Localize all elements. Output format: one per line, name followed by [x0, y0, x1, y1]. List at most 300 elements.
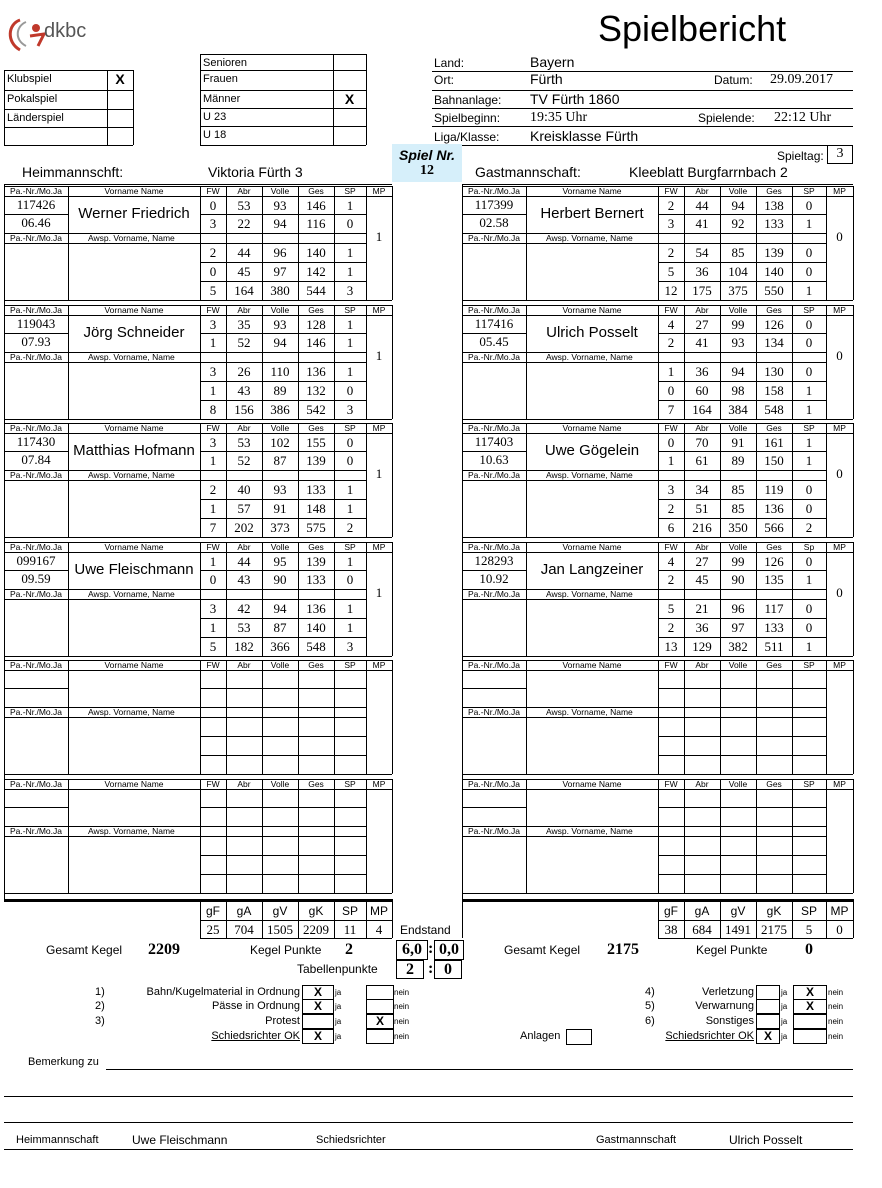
- score-cell: 0: [805, 554, 813, 569]
- ja-label: ja: [781, 1032, 788, 1041]
- score-cell: 1: [346, 554, 354, 569]
- score-cell: 43: [237, 383, 251, 398]
- header-name: Vorname Name: [562, 423, 622, 433]
- home-gesamt-value: 2209: [148, 941, 180, 958]
- header-volle: Volle: [728, 779, 748, 789]
- anlagen-box[interactable]: [566, 1029, 592, 1045]
- check-ja-box[interactable]: [756, 1014, 780, 1029]
- score-cell: 57: [237, 501, 251, 516]
- home-gesamt-label: Gesamt Kegel: [46, 943, 123, 957]
- score-cell: 53: [237, 435, 251, 450]
- header-fw: FW: [664, 305, 678, 315]
- score-cell: 366: [270, 639, 290, 654]
- header-ges: Ges: [308, 660, 324, 670]
- header-fw: FW: [206, 779, 220, 789]
- player-pass-number: 117416: [474, 316, 514, 331]
- header-sp: SP: [344, 542, 356, 552]
- match-type-label: Länderspiel: [7, 112, 64, 124]
- header-pnr: Pa.-Nr./Mo.Ja: [10, 707, 62, 717]
- player-birth-date: 10.63: [479, 452, 509, 467]
- guest-team-name: Kleeblatt Burgfarrnbach 2: [629, 164, 788, 180]
- score-cell: 1: [346, 620, 354, 635]
- player-pass-number: 117399: [474, 197, 514, 212]
- score-cell: 99: [731, 554, 745, 569]
- check-label: Protest: [265, 1015, 300, 1027]
- header-awsp: Awsp. Vorname, Name: [546, 470, 633, 480]
- bahn-label: Bahnanlage:: [434, 93, 502, 107]
- totals-header: gK: [308, 904, 324, 918]
- player-birth-date: 10.92: [479, 571, 509, 586]
- score-cell: 0: [805, 198, 813, 213]
- score-cell: 0: [805, 364, 813, 379]
- player-pass-number: 119043: [16, 316, 56, 331]
- header-ges: Ges: [308, 779, 324, 789]
- header-ges: Ges: [308, 542, 324, 552]
- check-label: Bahn/Kugelmaterial in Ordnung: [146, 986, 300, 998]
- header-name: Vorname Name: [104, 186, 164, 196]
- player-mp: 0: [836, 585, 843, 600]
- header-volle: Volle: [270, 660, 290, 670]
- player-birth-date: 02.58: [479, 215, 509, 230]
- score-cell: 44: [237, 554, 251, 569]
- score-cell: 135: [764, 572, 784, 587]
- header-volle: Volle: [270, 186, 290, 196]
- score-cell: 133: [306, 482, 326, 497]
- guest-gesamt-value: 2175: [607, 941, 639, 958]
- header-fw: FW: [206, 660, 220, 670]
- score-cell: 87: [273, 620, 287, 635]
- header-sp: SP: [344, 305, 356, 315]
- tab-guest: 0: [434, 960, 462, 979]
- score-cell: 3: [667, 216, 675, 231]
- player-pass-number: 099167: [16, 553, 56, 568]
- ort-value: Fürth: [530, 71, 563, 87]
- score-cell: 1: [805, 216, 813, 231]
- score-cell: 53: [237, 620, 251, 635]
- ja-label: ja: [781, 1002, 788, 1011]
- header-volle: Volle: [728, 423, 748, 433]
- score-cell: 1: [805, 572, 813, 587]
- header-fw: FW: [206, 423, 220, 433]
- liga-value: Kreisklasse Fürth: [530, 128, 639, 144]
- player-name: Matthias Hofmann: [73, 442, 195, 459]
- header-pnr: Pa.-Nr./Mo.Ja: [10, 186, 62, 196]
- score-cell: 7: [209, 520, 217, 535]
- header-pnr: Pa.-Nr./Mo.Ja: [468, 423, 520, 433]
- score-cell: 350: [728, 520, 748, 535]
- ort-label: Ort:: [434, 73, 454, 87]
- score-cell: 2: [667, 620, 675, 635]
- player-name: Uwe Fleischmann: [74, 561, 194, 578]
- player-birth-date: 05.45: [479, 334, 509, 349]
- ende-label: Spielende:: [698, 111, 755, 125]
- header-fw: FW: [664, 542, 678, 552]
- score-cell: 93: [273, 198, 287, 213]
- ja-label: ja: [781, 1017, 788, 1026]
- category-label: U 18: [203, 129, 227, 141]
- score-cell: 5: [667, 601, 675, 616]
- score-cell: 6: [667, 520, 675, 535]
- datum-label: Datum:: [714, 73, 753, 87]
- header-volle: Volle: [728, 186, 748, 196]
- score-cell: 93: [731, 335, 745, 350]
- score-cell: 41: [695, 216, 709, 231]
- header-volle: Volle: [728, 542, 748, 552]
- header-mp: MP: [372, 779, 386, 789]
- nein-label: nein: [394, 1002, 410, 1011]
- ja-label: ja: [335, 1017, 342, 1026]
- score-cell: 1: [805, 402, 813, 417]
- score-cell: 155: [306, 435, 326, 450]
- totals-value: 1491: [725, 922, 751, 937]
- header-sp: SP: [344, 186, 356, 196]
- header-pnr: Pa.-Nr./Mo.Ja: [468, 707, 520, 717]
- header-sp: SP: [803, 305, 815, 315]
- header-sp: SP: [803, 186, 815, 196]
- guest-gesamt-label: Gesamt Kegel: [504, 943, 581, 957]
- header-sp_alt: Sp: [803, 542, 815, 552]
- header-mp: MP: [372, 542, 386, 552]
- score-cell: 99: [731, 317, 745, 332]
- guest-punkte-label: Kegel Punkte: [696, 943, 768, 957]
- player-name: Ulrich Posselt: [546, 324, 638, 341]
- score-cell: 0: [346, 383, 354, 398]
- score-cell: 126: [764, 554, 784, 569]
- score-cell: 1: [346, 501, 354, 516]
- header-fw: FW: [664, 186, 678, 196]
- check-ja-box[interactable]: [756, 985, 780, 1000]
- totals-value: 11: [343, 922, 357, 937]
- header-sp: SP: [803, 660, 815, 670]
- score-cell: 1: [209, 554, 217, 569]
- score-cell: 1: [667, 453, 675, 468]
- header-awsp: Awsp. Vorname, Name: [88, 352, 175, 362]
- logo-text: dkbc: [44, 20, 87, 42]
- header-mp: MP: [372, 660, 386, 670]
- check-nein-box[interactable]: [793, 1029, 827, 1044]
- header-awsp: Awsp. Vorname, Name: [546, 352, 633, 362]
- totals-value: 4: [375, 922, 383, 937]
- player-pass-number: 117403: [474, 434, 514, 449]
- header-mp: MP: [833, 660, 846, 670]
- header-awsp: Awsp. Vorname, Name: [88, 233, 175, 243]
- check-number: 4): [645, 986, 655, 998]
- check-number: 1): [95, 986, 105, 998]
- category-label: U 23: [203, 111, 227, 123]
- spieltag-value: 3: [827, 145, 853, 164]
- datum-value: 29.09.2017: [770, 72, 833, 87]
- score-cell: 92: [731, 216, 745, 231]
- score-cell: 182: [234, 639, 254, 654]
- player-mp: 0: [836, 348, 843, 363]
- totals-header: gK: [766, 904, 782, 918]
- totals-value: 38: [664, 922, 678, 937]
- score-cell: 0: [805, 601, 813, 616]
- header-ges: Ges: [766, 186, 782, 196]
- score-cell: 2: [209, 482, 217, 497]
- tab-separator: :: [428, 960, 434, 977]
- score-home: 6,0: [396, 940, 428, 960]
- score-cell: 3: [346, 283, 354, 298]
- footer-ref-label: Schiedsrichter: [316, 1134, 386, 1146]
- score-cell: 1: [346, 364, 354, 379]
- header-abr: Abr: [695, 186, 709, 196]
- header-volle: Volle: [270, 305, 290, 315]
- header-volle: Volle: [270, 423, 290, 433]
- score-cell: 130: [764, 364, 784, 379]
- score-cell: 1: [346, 317, 354, 332]
- check-nein-box[interactable]: [793, 1014, 827, 1029]
- home-punkte-value: 2: [345, 941, 353, 958]
- header-fw: FW: [664, 779, 678, 789]
- score-cell: 1: [346, 198, 354, 213]
- score-cell: 548: [764, 402, 784, 417]
- footer-home-signature: Uwe Fleischmann: [132, 1133, 228, 1147]
- score-cell: 0: [209, 572, 217, 587]
- totals-value: 684: [692, 922, 712, 937]
- totals-header: gA: [694, 904, 710, 918]
- score-cell: 1: [346, 601, 354, 616]
- score-cell: 97: [731, 620, 745, 635]
- score-cell: 70: [695, 435, 709, 450]
- score-cell: 1: [805, 639, 813, 654]
- header-abr: Abr: [237, 305, 251, 315]
- score-cell: 36: [695, 264, 709, 279]
- header-volle: Volle: [270, 542, 290, 552]
- score-cell: 97: [273, 264, 287, 279]
- score-cell: 548: [306, 639, 326, 654]
- score-cell: 140: [306, 620, 326, 635]
- score-cell: 0: [805, 317, 813, 332]
- dkbc-logo: [4, 12, 114, 56]
- ja-label: ja: [335, 1032, 342, 1041]
- score-cell: 94: [273, 335, 287, 350]
- check-ja-box[interactable]: [302, 1014, 334, 1029]
- header-pnr: Pa.-Nr./Mo.Ja: [10, 352, 62, 362]
- score-cell: 45: [695, 572, 709, 587]
- player-birth-date: 09.59: [21, 571, 51, 586]
- score-cell: 96: [731, 601, 745, 616]
- score-cell: 21: [695, 601, 709, 616]
- header-pnr: Pa.-Nr./Mo.Ja: [468, 779, 520, 789]
- tab-home: 2: [396, 960, 424, 979]
- score-cell: 2: [805, 520, 813, 535]
- score-cell: 3: [667, 482, 675, 497]
- header-abr: Abr: [695, 542, 709, 552]
- totals-value: 25: [206, 922, 220, 937]
- player-name: Uwe Gögelein: [544, 442, 640, 459]
- score-cell: 4: [667, 317, 675, 332]
- home-team-label: Heimmannschft:: [22, 164, 124, 180]
- score-cell: 3: [209, 317, 217, 332]
- endstand-label: Endstand: [400, 923, 451, 937]
- score-cell: 94: [731, 198, 745, 213]
- player-mp: 1: [375, 229, 383, 244]
- totals-value: 2209: [303, 922, 329, 937]
- score-cell: 2: [346, 520, 354, 535]
- score-cell: 2: [667, 501, 675, 516]
- score-cell: 133: [764, 216, 784, 231]
- ja-label: ja: [335, 988, 342, 997]
- score-cell: 550: [764, 283, 784, 298]
- check-nein-box[interactable]: [366, 985, 394, 1000]
- score-cell: 117: [764, 601, 784, 616]
- score-cell: 0: [346, 453, 354, 468]
- header-fw: FW: [206, 186, 220, 196]
- player-mp: 1: [375, 585, 383, 600]
- score-cell: 2: [209, 245, 217, 260]
- liga-label: Liga/Klasse:: [434, 130, 500, 144]
- score-cell: 54: [695, 245, 709, 260]
- score-cell: 102: [270, 435, 290, 450]
- player-name: Jan Langzeiner: [540, 561, 644, 578]
- score-cell: 5: [667, 264, 675, 279]
- header-ges: Ges: [766, 779, 782, 789]
- score-cell: 44: [695, 198, 709, 213]
- header-pnr: Pa.-Nr./Mo.Ja: [468, 186, 520, 196]
- score-cell: 1: [805, 283, 813, 298]
- nein-label: nein: [394, 988, 410, 997]
- score-cell: 139: [306, 554, 326, 569]
- totals-header: gF: [663, 904, 678, 918]
- score-cell: 384: [728, 402, 748, 417]
- score-cell: 40: [237, 482, 251, 497]
- check-ja-box[interactable]: X: [302, 985, 334, 1000]
- score-cell: 138: [764, 198, 784, 213]
- score-cell: 156: [234, 402, 254, 417]
- score-cell: 382: [728, 639, 748, 654]
- spiel-nr-box: [392, 144, 462, 182]
- header-abr: Abr: [695, 660, 709, 670]
- score-cell: 34: [695, 482, 709, 497]
- score-cell: 85: [731, 245, 745, 260]
- guest-punkte-value: 0: [805, 941, 813, 958]
- header-awsp: Awsp. Vorname, Name: [88, 589, 175, 599]
- totals-value: 2175: [761, 922, 787, 937]
- land-value: Bayern: [530, 54, 575, 70]
- score-cell: 98: [731, 383, 745, 398]
- header-awsp: Awsp. Vorname, Name: [546, 589, 633, 599]
- score-cell: 1: [209, 383, 217, 398]
- category-label: Senioren: [203, 57, 248, 69]
- player-mp: 1: [375, 348, 383, 363]
- score-cell: 45: [237, 264, 251, 279]
- header-pnr: Pa.-Nr./Mo.Ja: [10, 542, 62, 552]
- score-cell: 3: [209, 216, 217, 231]
- header-volle: Volle: [270, 779, 290, 789]
- header-pnr: Pa.-Nr./Mo.Ja: [468, 470, 520, 480]
- check-nein-box[interactable]: [366, 1029, 394, 1044]
- header-awsp: Awsp. Vorname, Name: [546, 233, 633, 243]
- score-cell: 94: [273, 216, 287, 231]
- header-sp: SP: [344, 423, 356, 433]
- totals-header: MP: [370, 904, 388, 918]
- score-cell: 0: [805, 264, 813, 279]
- score-cell: 136: [306, 364, 326, 379]
- header-abr: Abr: [237, 186, 251, 196]
- header-name: Vorname Name: [562, 305, 622, 315]
- header-abr: Abr: [237, 660, 251, 670]
- check-ja-box[interactable]: [756, 999, 780, 1014]
- ende-value: 22:12 Uhr: [774, 110, 832, 125]
- check-nein-box[interactable]: X: [793, 999, 827, 1014]
- check-nein-box[interactable]: [366, 999, 394, 1014]
- header-ges: Ges: [766, 542, 782, 552]
- score-cell: 91: [273, 501, 287, 516]
- score-cell: 96: [273, 245, 287, 260]
- score-cell: 134: [764, 335, 784, 350]
- check-ja-box[interactable]: X: [302, 1029, 334, 1044]
- totals-value: 5: [805, 922, 813, 937]
- nein-label: nein: [394, 1032, 410, 1041]
- totals-value: 1505: [267, 922, 293, 937]
- header-name: Vorname Name: [104, 660, 164, 670]
- check-number: 5): [645, 1000, 655, 1012]
- page-title: Spielbericht: [598, 8, 787, 49]
- anlagen-label: Anlagen: [520, 1030, 561, 1042]
- score-cell: 3: [346, 639, 354, 654]
- header-volle: Volle: [728, 305, 748, 315]
- score-cell: 8: [209, 402, 217, 417]
- score-cell: 0: [209, 198, 217, 213]
- score-cell: 1: [209, 453, 217, 468]
- score-cell: 27: [695, 317, 709, 332]
- totals-value: 0: [836, 922, 843, 937]
- score-cell: 161: [764, 435, 784, 450]
- player-pass-number: 117430: [16, 434, 56, 449]
- check-nein-box[interactable]: X: [366, 1014, 394, 1029]
- score-cell: 140: [764, 264, 784, 279]
- check-ja-box[interactable]: X: [756, 1029, 780, 1044]
- score-cell: 3: [209, 435, 217, 450]
- category-label: Männer: [203, 93, 241, 105]
- check-ja-box[interactable]: X: [302, 999, 334, 1014]
- home-team-name: Viktoria Fürth 3: [208, 164, 303, 180]
- score-cell: 36: [695, 364, 709, 379]
- score-cell: 3: [209, 601, 217, 616]
- check-label: Verletzung: [702, 986, 754, 998]
- score-cell: 2: [667, 198, 675, 213]
- header-sp: SP: [803, 779, 815, 789]
- header-mp: MP: [833, 423, 846, 433]
- score-cell: 95: [273, 554, 287, 569]
- totals-header: gV: [730, 904, 746, 918]
- header-name: Vorname Name: [104, 542, 164, 552]
- header-ges: Ges: [308, 186, 324, 196]
- score-cell: 136: [764, 501, 784, 516]
- category-label: Frauen: [203, 73, 238, 85]
- score-cell: 26: [237, 364, 251, 379]
- score-cell: 164: [692, 402, 712, 417]
- header-abr: Abr: [695, 779, 709, 789]
- check-number: 2): [95, 1000, 105, 1012]
- score-cell: 7: [667, 402, 675, 417]
- check-number: 3): [95, 1015, 105, 1027]
- score-cell: 0: [805, 482, 813, 497]
- player-birth-date: 07.84: [21, 452, 51, 467]
- score-cell: 202: [234, 520, 254, 535]
- player-name: Jörg Schneider: [83, 324, 185, 341]
- header-awsp: Awsp. Vorname, Name: [546, 826, 633, 836]
- score-cell: 511: [764, 639, 784, 654]
- header-awsp: Awsp. Vorname, Name: [88, 707, 175, 717]
- score-cell: 91: [731, 435, 745, 450]
- check-label: Sonstiges: [705, 1015, 754, 1027]
- score-cell: 148: [306, 501, 326, 516]
- score-cell: 61: [695, 453, 709, 468]
- check-nein-box[interactable]: X: [793, 985, 827, 1000]
- score-cell: 4: [667, 554, 675, 569]
